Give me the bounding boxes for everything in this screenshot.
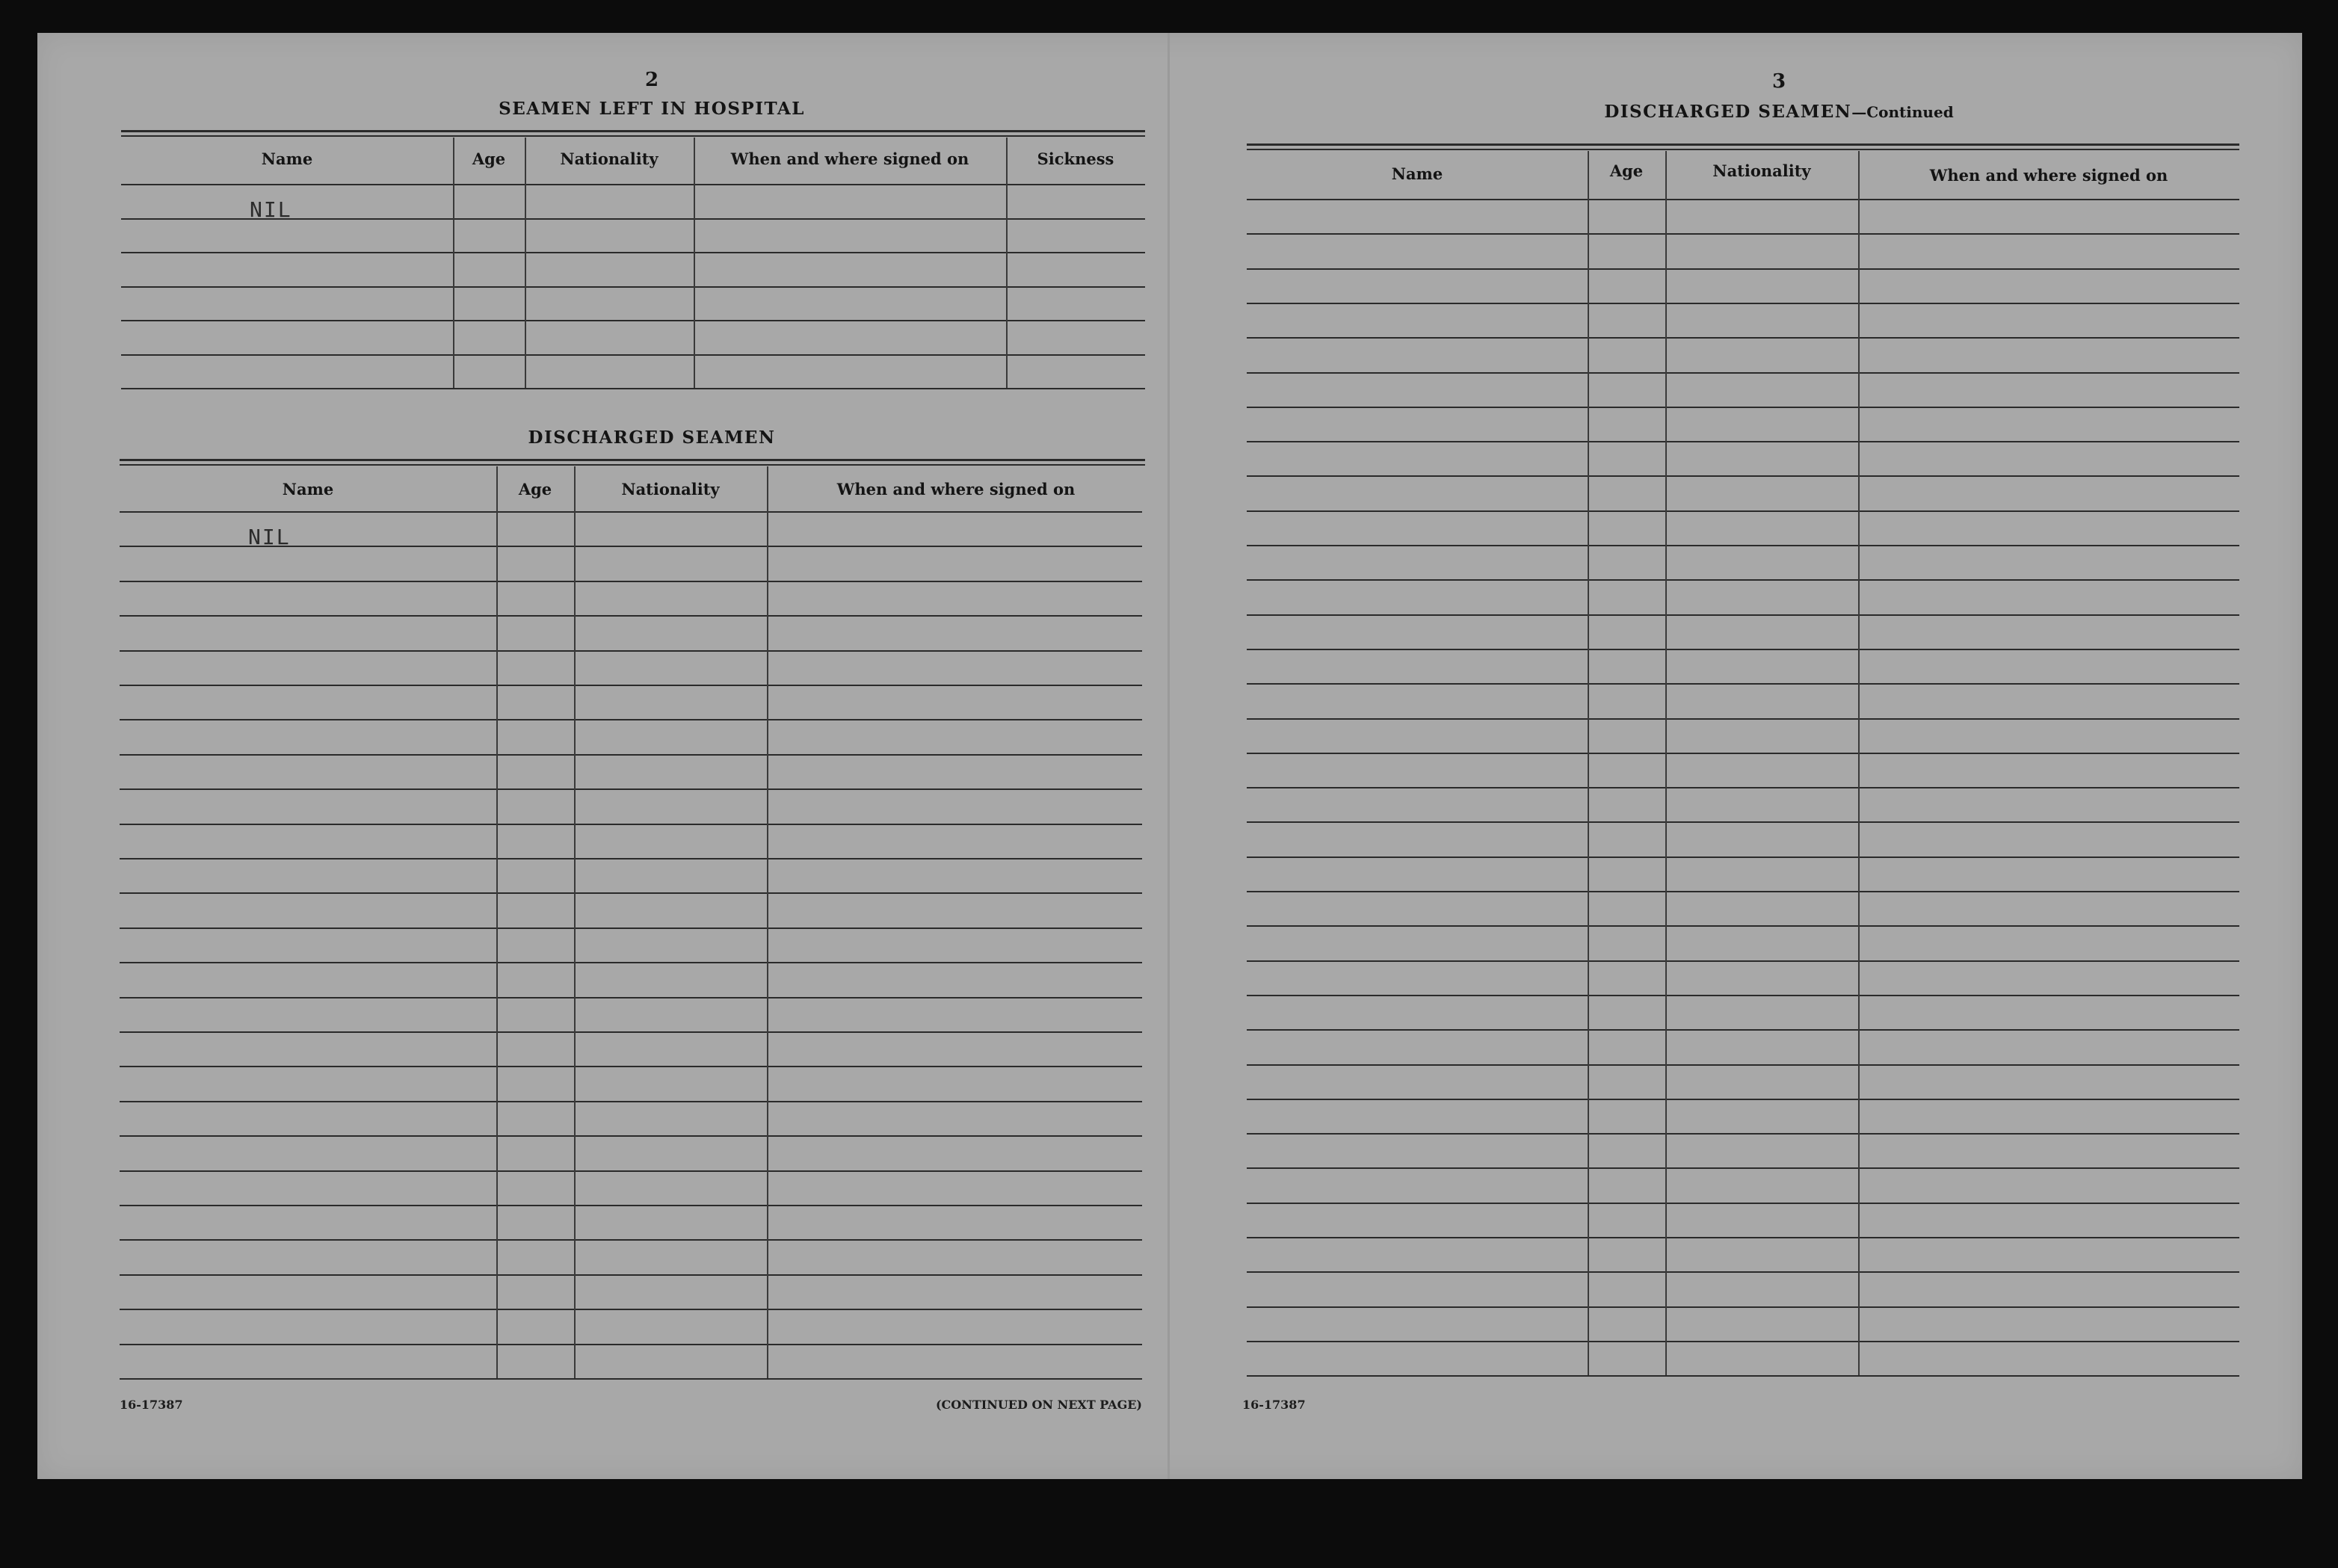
row-rule xyxy=(120,581,1142,582)
column-rule xyxy=(694,138,695,388)
row-rule xyxy=(121,354,1145,356)
column-rule xyxy=(453,138,454,388)
document-sheet xyxy=(37,33,2302,1479)
row-rule xyxy=(1247,614,2239,616)
page-number-right: 3 xyxy=(1771,70,1786,93)
right-col-name: Name xyxy=(1391,164,1443,183)
hospital-nil-entry: NIL xyxy=(250,197,292,222)
row-rule xyxy=(1247,1203,2239,1204)
row-rule xyxy=(120,1135,1142,1137)
hospital-col-name: Name xyxy=(261,149,313,168)
row-rule xyxy=(1247,856,2239,858)
row-rule xyxy=(1247,441,2239,442)
column-rule xyxy=(525,138,526,388)
row-rule xyxy=(1247,579,2239,581)
row-rule xyxy=(120,788,1142,790)
right-col-nationality: Nationality xyxy=(1712,161,1811,180)
row-rule xyxy=(1247,1029,2239,1031)
row-rule xyxy=(1247,1341,2239,1342)
hospital-section-title: SEAMEN LEFT IN HOSPITAL xyxy=(499,99,805,119)
row-rule xyxy=(1247,821,2239,823)
row-rule xyxy=(1247,372,2239,374)
row-rule xyxy=(1247,718,2239,720)
row-rule xyxy=(120,1170,1142,1172)
row-rule xyxy=(1247,787,2239,788)
column-rule xyxy=(767,466,768,1378)
row-rule xyxy=(1247,1271,2239,1273)
hospital-table-top-rule xyxy=(121,130,1145,132)
row-rule xyxy=(1247,1099,2239,1100)
row-rule xyxy=(1247,303,2239,304)
column-rule xyxy=(1006,138,1008,388)
row-rule xyxy=(120,685,1142,686)
column-rule xyxy=(496,466,498,1378)
row-rule xyxy=(1247,407,2239,408)
discharged-continued-suffix: —Continued xyxy=(1851,103,1954,121)
header-rule xyxy=(121,184,1145,185)
row-rule xyxy=(120,546,1142,547)
row-rule xyxy=(121,252,1145,253)
row-rule xyxy=(120,1239,1142,1241)
column-rule xyxy=(1665,151,1667,1375)
row-rule xyxy=(1247,337,2239,339)
row-rule xyxy=(121,388,1145,389)
column-rule xyxy=(574,466,576,1378)
row-rule xyxy=(120,754,1142,756)
row-rule xyxy=(1247,753,2239,754)
right-col-signed-on: When and where signed on xyxy=(1929,166,2168,185)
row-rule xyxy=(120,962,1142,963)
row-rule xyxy=(1247,1237,2239,1238)
row-rule xyxy=(121,286,1145,288)
discharged-nil-entry: NIL xyxy=(248,525,291,549)
discharged-col-signed-on: When and where signed on xyxy=(836,480,1076,499)
right-table-top-rule xyxy=(1247,143,2239,146)
continued-note: (CONTINUED ON NEXT PAGE) xyxy=(935,1398,1142,1412)
column-rule xyxy=(1588,151,1589,1375)
row-rule xyxy=(120,1066,1142,1067)
hospital-col-nationality: Nationality xyxy=(560,149,658,168)
row-rule xyxy=(1247,1306,2239,1308)
row-rule xyxy=(1247,925,2239,927)
row-rule xyxy=(1247,649,2239,650)
form-number-right: 16-17387 xyxy=(1242,1398,1306,1412)
discharged-table-top-rule xyxy=(120,459,1145,461)
row-rule xyxy=(120,997,1142,998)
discharged-continued-title-main: DISCHARGED SEAMEN xyxy=(1604,102,1852,122)
hospital-col-sickness: Sickness xyxy=(1037,149,1114,168)
hospital-col-signed-on: When and where signed on xyxy=(730,149,969,168)
row-rule xyxy=(121,218,1145,220)
row-rule xyxy=(1247,960,2239,962)
column-rule xyxy=(1858,151,1860,1375)
discharged-col-name: Name xyxy=(282,480,334,499)
row-rule xyxy=(1247,233,2239,235)
discharged-col-nationality: Nationality xyxy=(621,480,720,499)
row-rule xyxy=(120,892,1142,894)
discharged-col-age: Age xyxy=(518,480,552,499)
row-rule xyxy=(120,650,1142,652)
row-rule xyxy=(120,1205,1142,1206)
hospital-col-age: Age xyxy=(472,149,506,168)
page-number-left: 2 xyxy=(644,69,659,91)
row-rule xyxy=(120,719,1142,720)
row-rule xyxy=(1247,1133,2239,1135)
row-rule xyxy=(121,320,1145,321)
row-rule xyxy=(1247,510,2239,512)
row-rule xyxy=(120,1101,1142,1102)
row-rule xyxy=(120,1344,1142,1345)
row-rule xyxy=(1247,1167,2239,1169)
row-rule xyxy=(120,1031,1142,1033)
row-rule xyxy=(1247,891,2239,892)
row-rule xyxy=(120,858,1142,859)
row-rule xyxy=(1247,475,2239,477)
row-rule xyxy=(1247,1375,2239,1377)
right-col-age: Age xyxy=(1609,161,1644,180)
row-rule xyxy=(1247,268,2239,270)
row-rule xyxy=(1247,1064,2239,1066)
row-rule xyxy=(120,927,1142,929)
row-rule xyxy=(120,824,1142,825)
discharged-continued-title xyxy=(1480,102,2078,122)
row-rule xyxy=(120,1274,1142,1276)
row-rule xyxy=(120,615,1142,617)
header-rule xyxy=(120,511,1142,513)
row-rule xyxy=(120,1378,1142,1380)
row-rule xyxy=(1247,683,2239,685)
header-rule xyxy=(1247,199,2239,200)
row-rule xyxy=(1247,545,2239,546)
discharged-section-title: DISCHARGED SEAMEN xyxy=(528,428,776,448)
form-number-left: 16-17387 xyxy=(120,1398,183,1412)
row-rule xyxy=(120,1309,1142,1310)
row-rule xyxy=(1247,995,2239,996)
page-fold xyxy=(1168,33,1170,1479)
